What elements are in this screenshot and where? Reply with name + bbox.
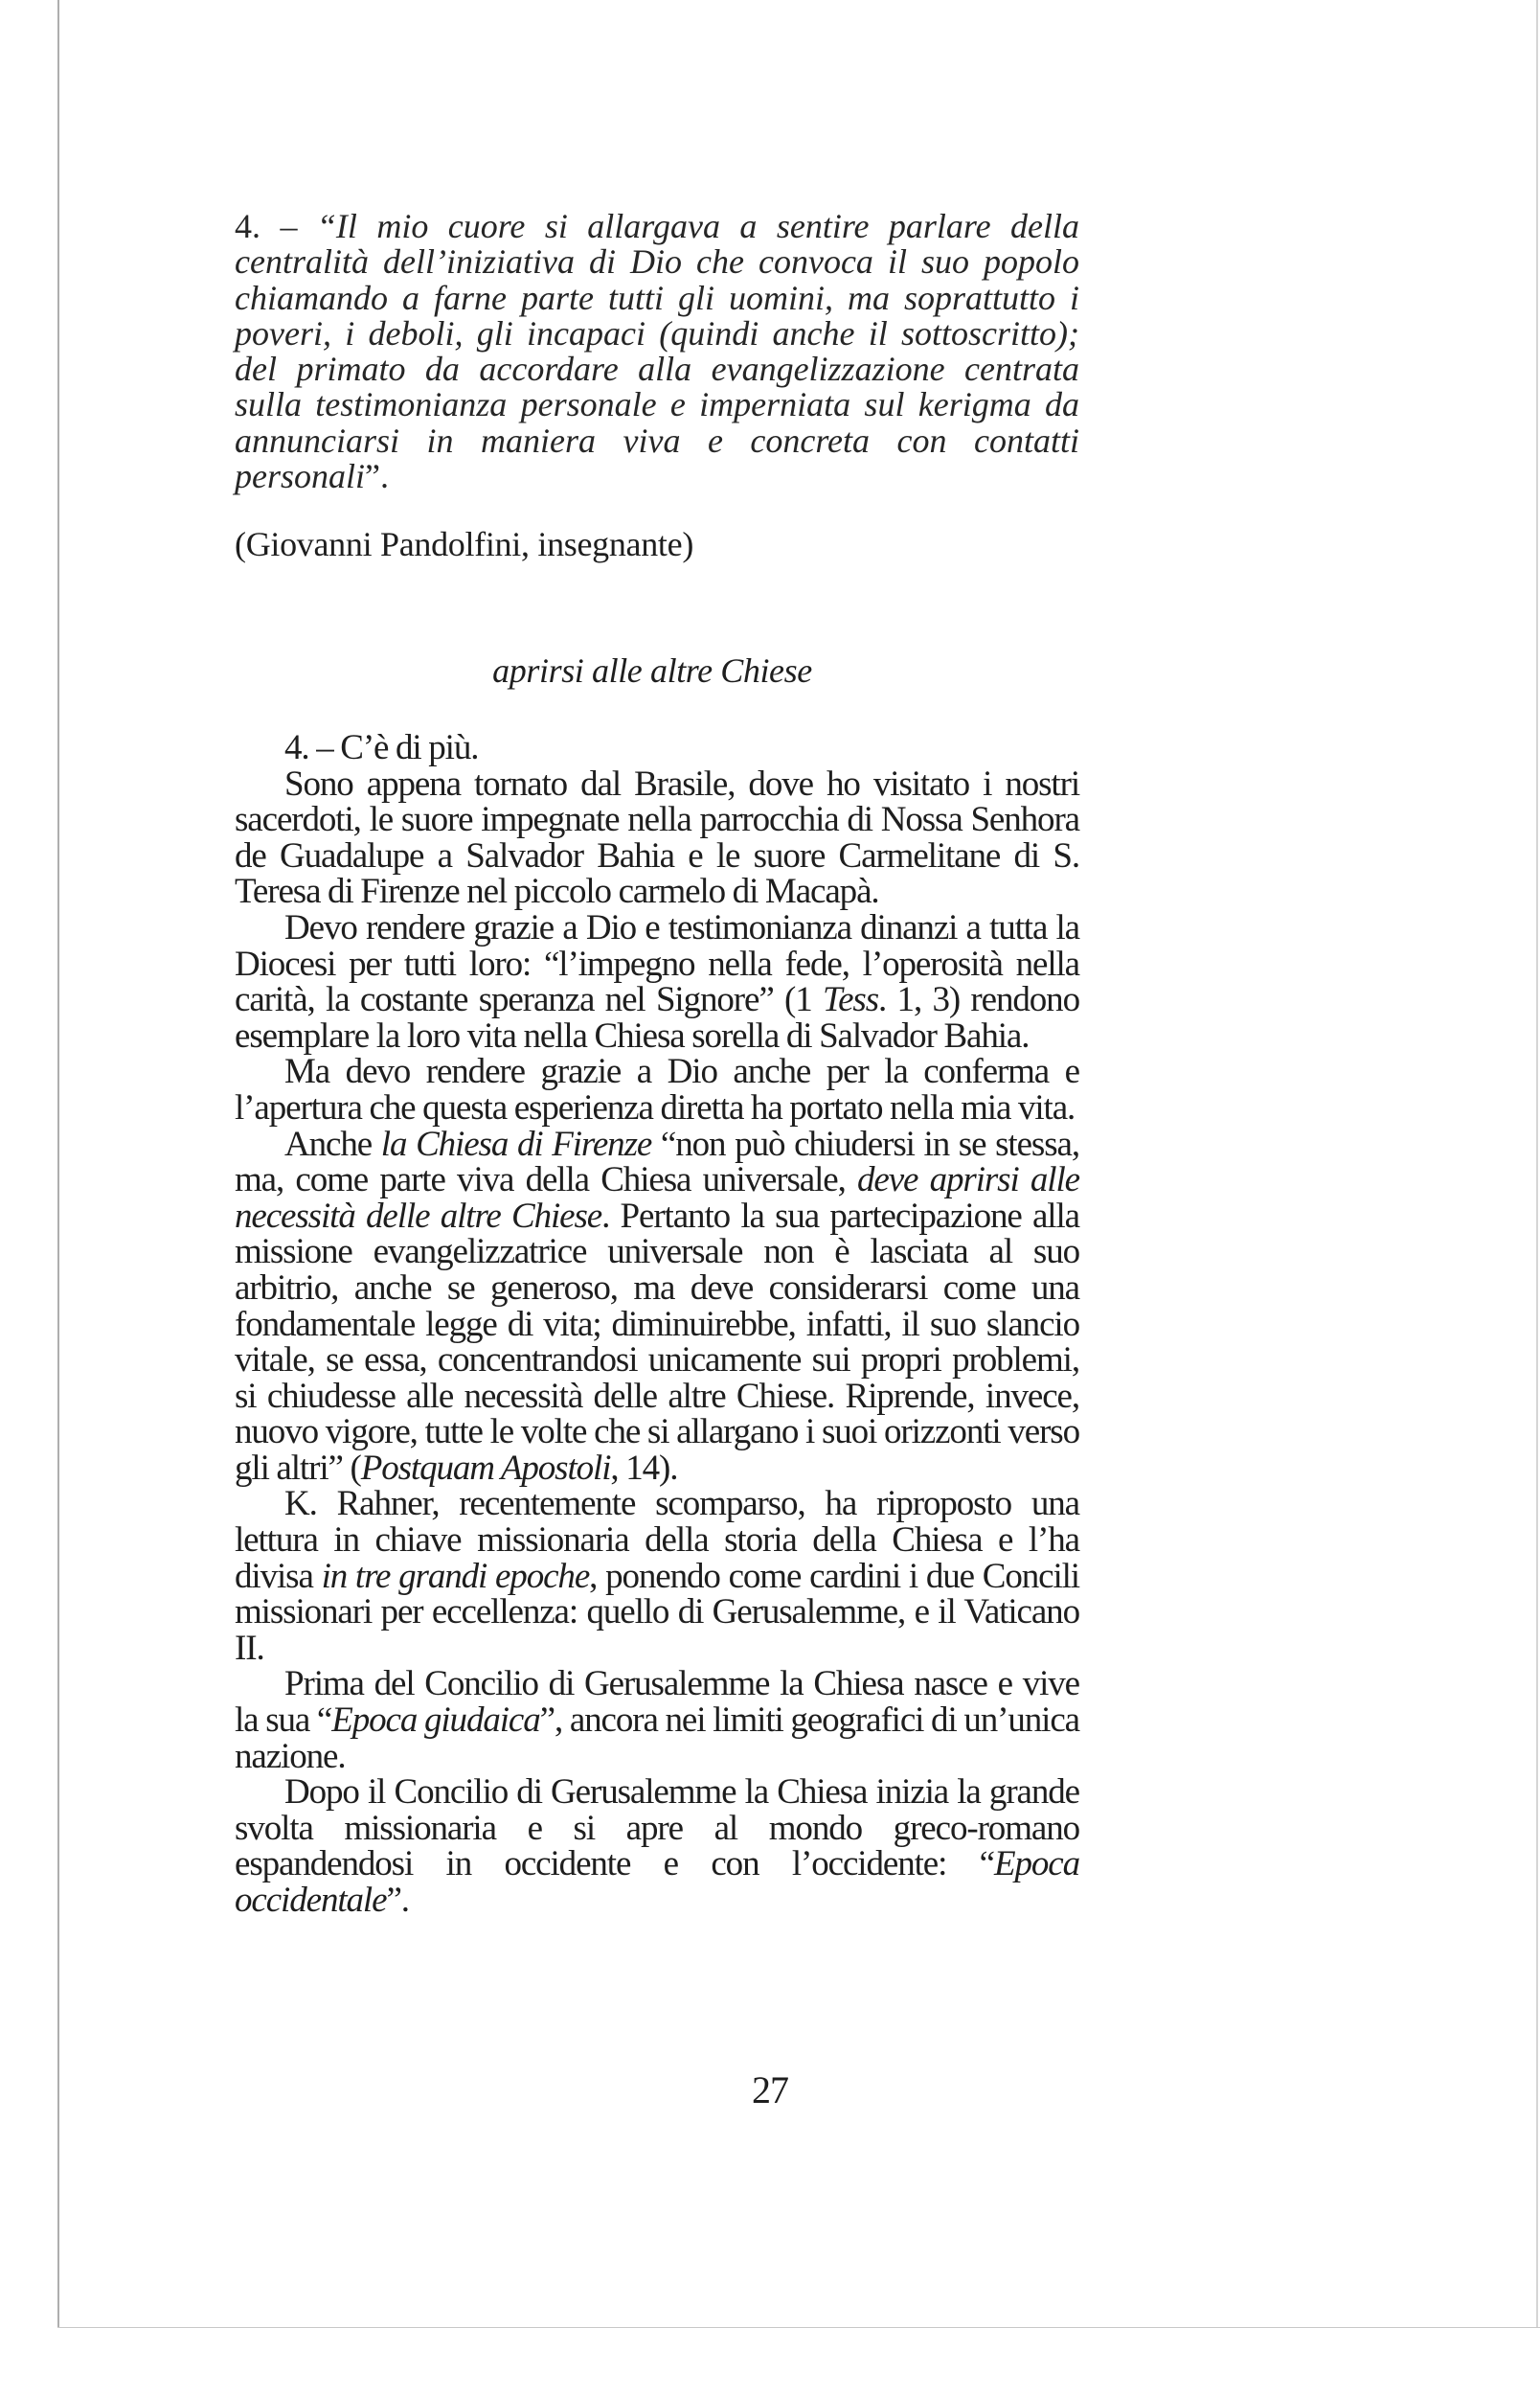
text-run: . 1, 3) rendono esemplare la loro vita nella Chiesa sorella di Salvador Bahia.	[235, 980, 1079, 1056]
paragraph	[235, 1774, 1079, 1918]
testimony-text: “Il mio cuore si allargava a sentire parlare della centralità dell’iniziativa di Dio che convoca il suo popolo chiamando a farne parte tutti gli uomini, ma soprattutto i poveri, i deboli, gli incapaci (quindi anche il sottoscritto); del primato da accordare alla evangelizzazione centrata sulla testimonianza personale e imperniata sul kerigma da annunciarsi in maniera viva e concreta con contatti personali	[235, 207, 1080, 496]
subheading-text: aprirsi alle altre Chiese	[492, 651, 812, 690]
paragraph	[235, 1486, 1079, 1666]
citation-italic: Postquam Apostoli	[360, 1448, 611, 1488]
paragraph	[235, 1666, 1079, 1774]
testimony-attribution: (Giovanni Pandolfini, insegnante)	[235, 525, 694, 563]
page-number-text: 27	[752, 2068, 788, 2111]
paragraph	[235, 907, 1079, 1056]
paragraph: Ma devo rendere grazie a Dio anche per la conferma e l’apertura che questa esperienza diretta ha portato nella mia vita.	[235, 1052, 1079, 1128]
text-run: Prima del Concilio di Gerusalemme la Chiesa nasce e vive la sua “	[235, 1664, 1079, 1741]
emphasis-italic: deve aprirsi alle necessità delle altre Chiese	[235, 1160, 1079, 1236]
text-run: ”, ancora nei limiti geografici di un’unica nazione.	[235, 1700, 1079, 1776]
paragraph	[235, 1124, 1080, 1488]
paragraph: 4. – C’è di più.	[284, 728, 479, 767]
emphasis-italic: in tre grandi epoche	[321, 1556, 590, 1596]
citation-italic: Tess	[823, 980, 879, 1020]
paragraph: Sono appena tornato dal Brasile, dove ho visitato i nostri sacerdoti, le suore impegnate nella parrocchia di Nossa Senhora de Guadalupe a Salvador Bahia e le suore Carmelitane di S. Teresa di Firenze nel piccolo carmelo di Macapà.	[235, 764, 1079, 912]
page-number	[0, 2069, 1540, 2111]
text-run: , 14).	[610, 1448, 678, 1488]
testimony-number: 4. –	[235, 207, 317, 245]
emphasis-italic: Epoca occidentale	[235, 1844, 1079, 1920]
text-run: . Pertanto la sua partecipazione alla missione evangelizzatrice universale non è lasciata al suo arbitrio, anche se generoso, ma deve considerarsi come una fondamentale legge di vita; diminuirebbe, infatti, il suo slancio vitale, se essa, concentrandosi unicamente sui propri problemi, si chiudesse alle necessità delle altre Chiese. Riprende, invece, nuovo vigore, tutte le volte che si allargano i suoi orizzonti verso gli altri” (	[235, 1196, 1079, 1488]
section-subheading	[235, 651, 1079, 690]
body-text	[235, 730, 1079, 1919]
text-run: Devo rendere grazie a Dio e testimonianza dinanzi a tutta la Diocesi per tutti loro: “l’impegno nella fede, l’operosità nella carità, la costante speranza nel Signore” (1	[235, 907, 1079, 1020]
text-run: ”.	[386, 1881, 409, 1920]
text-run: , ponendo come cardini i due Concili missionari per eccellenza: quello di Gerusalemme, e il Vaticano II.	[235, 1556, 1079, 1668]
emphasis-italic: la Chiesa di Firenze	[380, 1124, 652, 1164]
emphasis-italic: Epoca giudaica	[331, 1700, 540, 1741]
text-run: “non può chiudersi in se stessa, ma, come parte viva della Chiesa universale,	[235, 1124, 1080, 1200]
page-edge-bottom	[57, 2327, 1540, 2328]
testimony-quote	[235, 209, 1079, 494]
testimony-closing: ”.	[365, 457, 389, 496]
text-run: Dopo il Concilio di Gerusalemme la Chiesa inizia la grande svolta missionaria e si apre al mondo greco-romano espandendosi in occidente e con l’occidente: “	[235, 1772, 1079, 1884]
page-edge-left	[57, 0, 59, 2328]
text-run: Anche	[284, 1124, 381, 1164]
page-edge-right	[1536, 0, 1538, 2328]
text-run: K. Rahner, recentemente scomparso, ha riproposto una lettura in chiave missionaria della storia della Chiesa e l’ha divisa	[235, 1484, 1079, 1596]
